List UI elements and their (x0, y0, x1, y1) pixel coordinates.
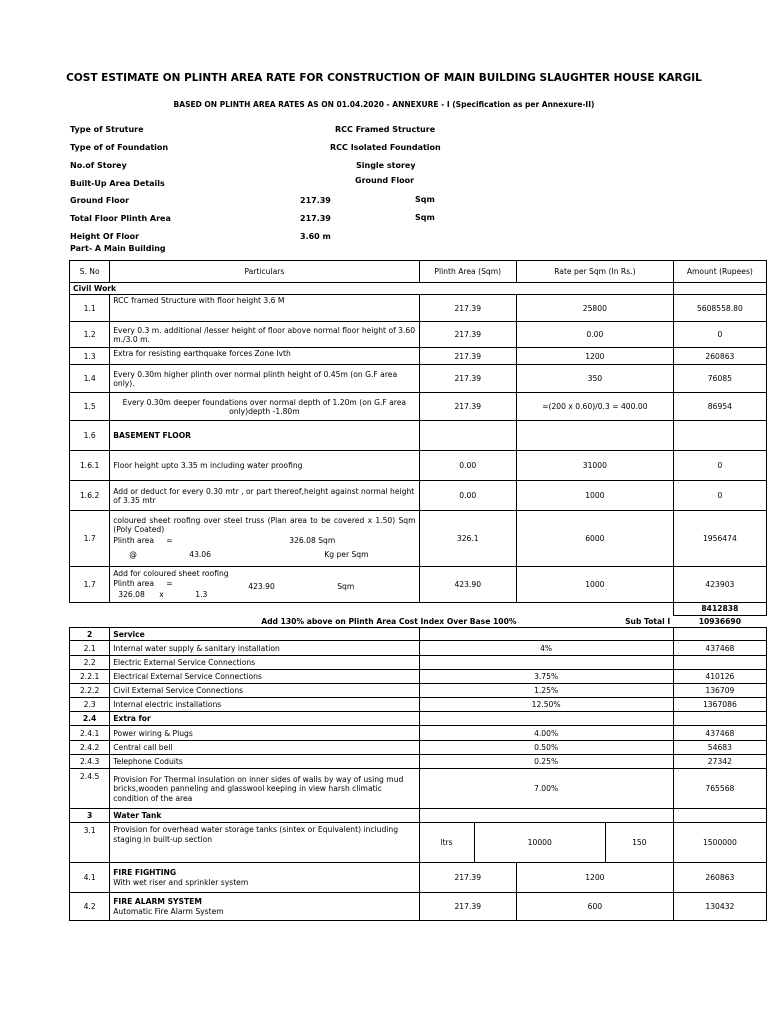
row-amount: 0 (673, 481, 766, 511)
table-row (70, 823, 767, 863)
row-desc: Every 0.30m higher plinth over normal plinth height of 0.45m (on G.F area only). (110, 365, 419, 393)
total-floor-label: Total Floor Plinth Area (70, 214, 171, 223)
row-area: 326.1 (419, 511, 516, 567)
type-foundation-label: Type of of Foundation (70, 143, 169, 152)
row-amount: 423903 (673, 567, 766, 603)
table-row (70, 863, 767, 893)
water-label: Water Tank (110, 809, 419, 823)
water-unit: ltrs (419, 823, 474, 863)
table-row (70, 365, 767, 393)
basement-label: BASEMENT FLOOR (110, 421, 419, 451)
header-particulars: Particulars (110, 261, 419, 283)
row-pct: 0.25% (419, 755, 673, 769)
row-sno: 2.1 (70, 641, 110, 656)
table-row (70, 393, 767, 421)
estimate-table (69, 260, 767, 921)
ground-floor-value: 217.39 (300, 196, 331, 205)
roof2-v2: 1.3 (195, 589, 208, 599)
total1-value: 8412838 (673, 603, 766, 615)
row-amount: 0 (673, 451, 766, 481)
row-area: 217.39 (419, 365, 516, 393)
table-row (70, 769, 767, 809)
row-amount: 1500000 (673, 823, 766, 863)
empty-cell (70, 615, 110, 627)
empty-cell (673, 421, 766, 451)
extra-label: Extra for (110, 712, 419, 726)
table-row (70, 421, 767, 451)
ground-floor-label: Ground Floor (70, 196, 130, 205)
row-rate: 0.00 (516, 322, 673, 348)
empty-cell (673, 628, 766, 641)
row-desc: RCC framed Structure with floor height 3.6 M (110, 295, 419, 322)
roof2-desc: Add for coloured sheet roofing (113, 569, 229, 579)
table-row (70, 295, 767, 322)
row-desc: Every 0.30m deeper foundations over normal depth of 1.20m (on G.F area only)depth -1.80m (110, 393, 419, 421)
roof-plinth-value: 326.08 Sqm (289, 536, 336, 546)
type-structure-value: RCC Framed Structure (335, 125, 436, 134)
row-rate: 1000 (516, 567, 673, 603)
roof2-unit: Sqm (337, 581, 355, 591)
row-amount: 86954 (673, 393, 766, 421)
add-note: Add 130% above on Plinth Area Cost Index Over Base 100% (261, 616, 517, 626)
header-sno: S. No (70, 261, 110, 283)
row-area: 217.39 (419, 322, 516, 348)
row-sno: 1.6.1 (70, 451, 110, 481)
row-amount: 76085 (673, 365, 766, 393)
row-desc: Power wiring & Plugs (110, 726, 419, 741)
roof2-v1: 326.08 (118, 589, 145, 599)
row-pct: 3.75% (419, 670, 673, 684)
row-rate: =(200 x 0.60)/0.3 = 400.00 (516, 393, 673, 421)
table-row (70, 684, 767, 698)
page-title: COST ESTIMATE ON PLINTH AREA RATE FOR CONSTRUCTION OF MAIN BUILDING SLAUGHTER HOUSE KARGIL (66, 72, 702, 84)
row-amount: 437468 (673, 641, 766, 656)
roof2-desc-cell (110, 567, 419, 603)
row-sno: 4.1 (70, 863, 110, 893)
row-sno: 1.2 (70, 322, 110, 348)
height-label: Height Of Floor (70, 232, 140, 241)
roof-rate-line (113, 550, 415, 562)
row-desc: Electric External Service Connections (110, 656, 419, 670)
row-area: 0.00 (419, 451, 516, 481)
civil-work-row (70, 283, 767, 295)
row-area: 423.90 (419, 567, 516, 603)
row-sno: 1.4 (70, 365, 110, 393)
roof-desc: coloured sheet roofing over steel truss (Plan area to be covered x 1.50) Sqm (Poly Coated) (113, 515, 416, 534)
water-rate: 150 (605, 823, 673, 863)
row-pct: 12.50% (419, 698, 673, 712)
table-row (70, 755, 767, 769)
subtotal-value: 10936690 (698, 616, 742, 626)
empty-cell (419, 712, 673, 726)
table-row (70, 726, 767, 741)
row-desc: Electrical External Service Connections (110, 670, 419, 684)
type-structure-label: Type of Struture (70, 125, 144, 134)
type-foundation-value: RCC Isolated Foundation (330, 143, 441, 152)
row-sno: 1.3 (70, 348, 110, 365)
row-desc: Telephone Coduits (110, 755, 419, 769)
roof-at-value: 43.06 (189, 550, 211, 560)
water-qty: 10000 (474, 823, 605, 863)
roof-kg: Kg per Sqm (324, 550, 369, 560)
row-rate: 1200 (516, 863, 673, 893)
row-area: 217.39 (419, 295, 516, 322)
row-pct: 7.00% (419, 769, 673, 809)
row-sno: 1.7 (70, 567, 110, 603)
roof2-plinth-line (113, 579, 415, 590)
row-desc: Internal electric installations (110, 698, 419, 712)
row-area: 0.00 (419, 481, 516, 511)
row-desc: Extra for resisting earthquake forces Zone Ivth (110, 348, 419, 365)
row-sno: 2.4.1 (70, 726, 110, 741)
alarm-desc: Automatic Fire Alarm System (113, 906, 224, 916)
row-pct: 0.50% (419, 741, 673, 755)
table-row (70, 741, 767, 755)
row-amount: 27342 (673, 755, 766, 769)
row-amount: 136709 (673, 684, 766, 698)
row-amount: 1367086 (673, 698, 766, 712)
part-label: Part- A Main Building (70, 244, 166, 253)
row-sno: 1.7 (70, 511, 110, 567)
storey-value: Single storey (356, 161, 416, 170)
builtup-value: Ground Floor (355, 176, 415, 185)
row-desc: Civil External Service Connections (110, 684, 419, 698)
row-amount (673, 656, 766, 670)
storey-label: No.of Storey (70, 161, 127, 170)
page-subtitle: BASED ON PLINTH AREA RATES AS ON 01.04.2020 - ANNEXURE - I (Specification as per Annexure-II) (173, 100, 595, 109)
subtotal-row (70, 615, 767, 627)
row-desc: Provision For Thermal insulation on inner sides of walls by way of using mud bricks,wooden panneling and glasswool keeping in view harsh climatic condition of the area (110, 769, 419, 809)
empty-cell (516, 615, 605, 627)
table-row (70, 481, 767, 511)
table-row (70, 511, 767, 567)
table-row (70, 698, 767, 712)
empty-cell (419, 628, 673, 641)
row-sno: 2.3 (70, 698, 110, 712)
empty-cell (419, 421, 516, 451)
empty-cell (673, 712, 766, 726)
water-row (70, 809, 767, 823)
row-area: 217.39 (419, 893, 516, 921)
row-amount: 260863 (673, 863, 766, 893)
table-row (70, 322, 767, 348)
row-sno: 2.2 (70, 656, 110, 670)
service-label: Service (110, 628, 419, 641)
row-desc: Provision for overhead water storage tanks (sintex or Equivalent) including staging in built-up section (110, 823, 419, 863)
row-area: 217.39 (419, 348, 516, 365)
subtotal-label: Sub Total I (625, 616, 671, 626)
row-area: 217.39 (419, 863, 516, 893)
empty-cell (516, 421, 673, 451)
roof-plinth-line (113, 536, 415, 550)
row-rate: 1200 (516, 348, 673, 365)
empty-cell (673, 283, 766, 295)
roof2-plinth-label: Plinth area (113, 578, 154, 588)
alarm-title: FIRE ALARM SYSTEM (113, 897, 202, 907)
row-pct: 4% (419, 641, 673, 656)
roof2-calc-line (113, 590, 415, 601)
row-rate: 600 (516, 893, 673, 921)
row-amount: 130432 (673, 893, 766, 921)
table-row (70, 656, 767, 670)
row-area: 217.39 (419, 393, 516, 421)
civil-work-label: Civil Work (70, 283, 674, 295)
row-amount: 1956474 (673, 511, 766, 567)
table-row (70, 641, 767, 656)
alarm-cell (110, 893, 419, 921)
roof-at: @ (129, 550, 137, 560)
row-amount: 54683 (673, 741, 766, 755)
row-amount: 260863 (673, 348, 766, 365)
total-row (70, 603, 767, 615)
row-desc: Every 0.3 m. additional /lesser height of floor above normal floor height of 3.60 m./3.0 m. (110, 322, 419, 348)
fire-desc: With wet riser and sprinkler system (113, 877, 249, 887)
row-sno: 2.2.1 (70, 670, 110, 684)
row-desc: Internal water supply & sanitary installation (110, 641, 419, 656)
row-desc: Floor height upto 3.35 m including water proofing (110, 451, 419, 481)
total-floor-unit: Sqm (415, 213, 435, 222)
row-sno: 3 (70, 809, 110, 823)
row-desc: Central call bell (110, 741, 419, 755)
row-pct: 4.00% (419, 726, 673, 741)
table-row (70, 348, 767, 365)
row-sno: 2.4.3 (70, 755, 110, 769)
ground-floor-unit: Sqm (415, 195, 435, 204)
row-pct (419, 656, 673, 670)
fire-title: FIRE FIGHTING (113, 868, 177, 878)
roof2-eq: = (166, 578, 173, 588)
extra-row (70, 712, 767, 726)
table-row (70, 567, 767, 603)
service-row (70, 628, 767, 641)
header-amount: Amount (Rupees) (673, 261, 766, 283)
table-header (70, 261, 767, 283)
row-amount: 765568 (673, 769, 766, 809)
row-sno: 3.1 (70, 823, 110, 863)
row-rate: 31000 (516, 451, 673, 481)
row-sno: 2 (70, 628, 110, 641)
table-row (70, 893, 767, 921)
fire-cell (110, 863, 419, 893)
header-rate: Rate per Sqm (In Rs.) (516, 261, 673, 283)
row-rate: 25800 (516, 295, 673, 322)
row-sno: 2.2.2 (70, 684, 110, 698)
row-amount: 0 (673, 322, 766, 348)
row-rate: 6000 (516, 511, 673, 567)
empty-cell (70, 603, 674, 615)
roof2-x: x (159, 589, 164, 599)
header-plinth: Plinth Area (Sqm) (419, 261, 516, 283)
row-pct: 1.25% (419, 684, 673, 698)
row-amount: 437468 (673, 726, 766, 741)
row-sno: 4.2 (70, 893, 110, 921)
row-sno: 1.6 (70, 421, 110, 451)
roof2-result: 423.90 (248, 581, 275, 591)
row-sno: 2.4.2 (70, 741, 110, 755)
total-floor-value: 217.39 (300, 214, 331, 223)
row-sno: 1.6.2 (70, 481, 110, 511)
table-row (70, 451, 767, 481)
row-sno: 1.5 (70, 393, 110, 421)
row-rate: 1000 (516, 481, 673, 511)
row-sno: 2.4.5 (70, 769, 110, 809)
table-row (70, 670, 767, 684)
roof-eq: = (166, 536, 173, 546)
row-amount: 410126 (673, 670, 766, 684)
height-value: 3.60 m (300, 232, 331, 241)
row-sno: 1.1 (70, 295, 110, 322)
row-rate: 350 (516, 365, 673, 393)
row-desc: Add or deduct for every 0.30 mtr , or part thereof,height against normal height of 3.35 mtr (110, 481, 419, 511)
row-amount: 5608558.80 (673, 295, 766, 322)
row-sno: 2.4 (70, 712, 110, 726)
empty-cell (419, 809, 673, 823)
builtup-label: Built-Up Area Details (70, 179, 165, 188)
roof-plinth-label: Plinth area (113, 536, 154, 546)
roof-desc-cell (110, 511, 419, 567)
empty-cell (673, 809, 766, 823)
